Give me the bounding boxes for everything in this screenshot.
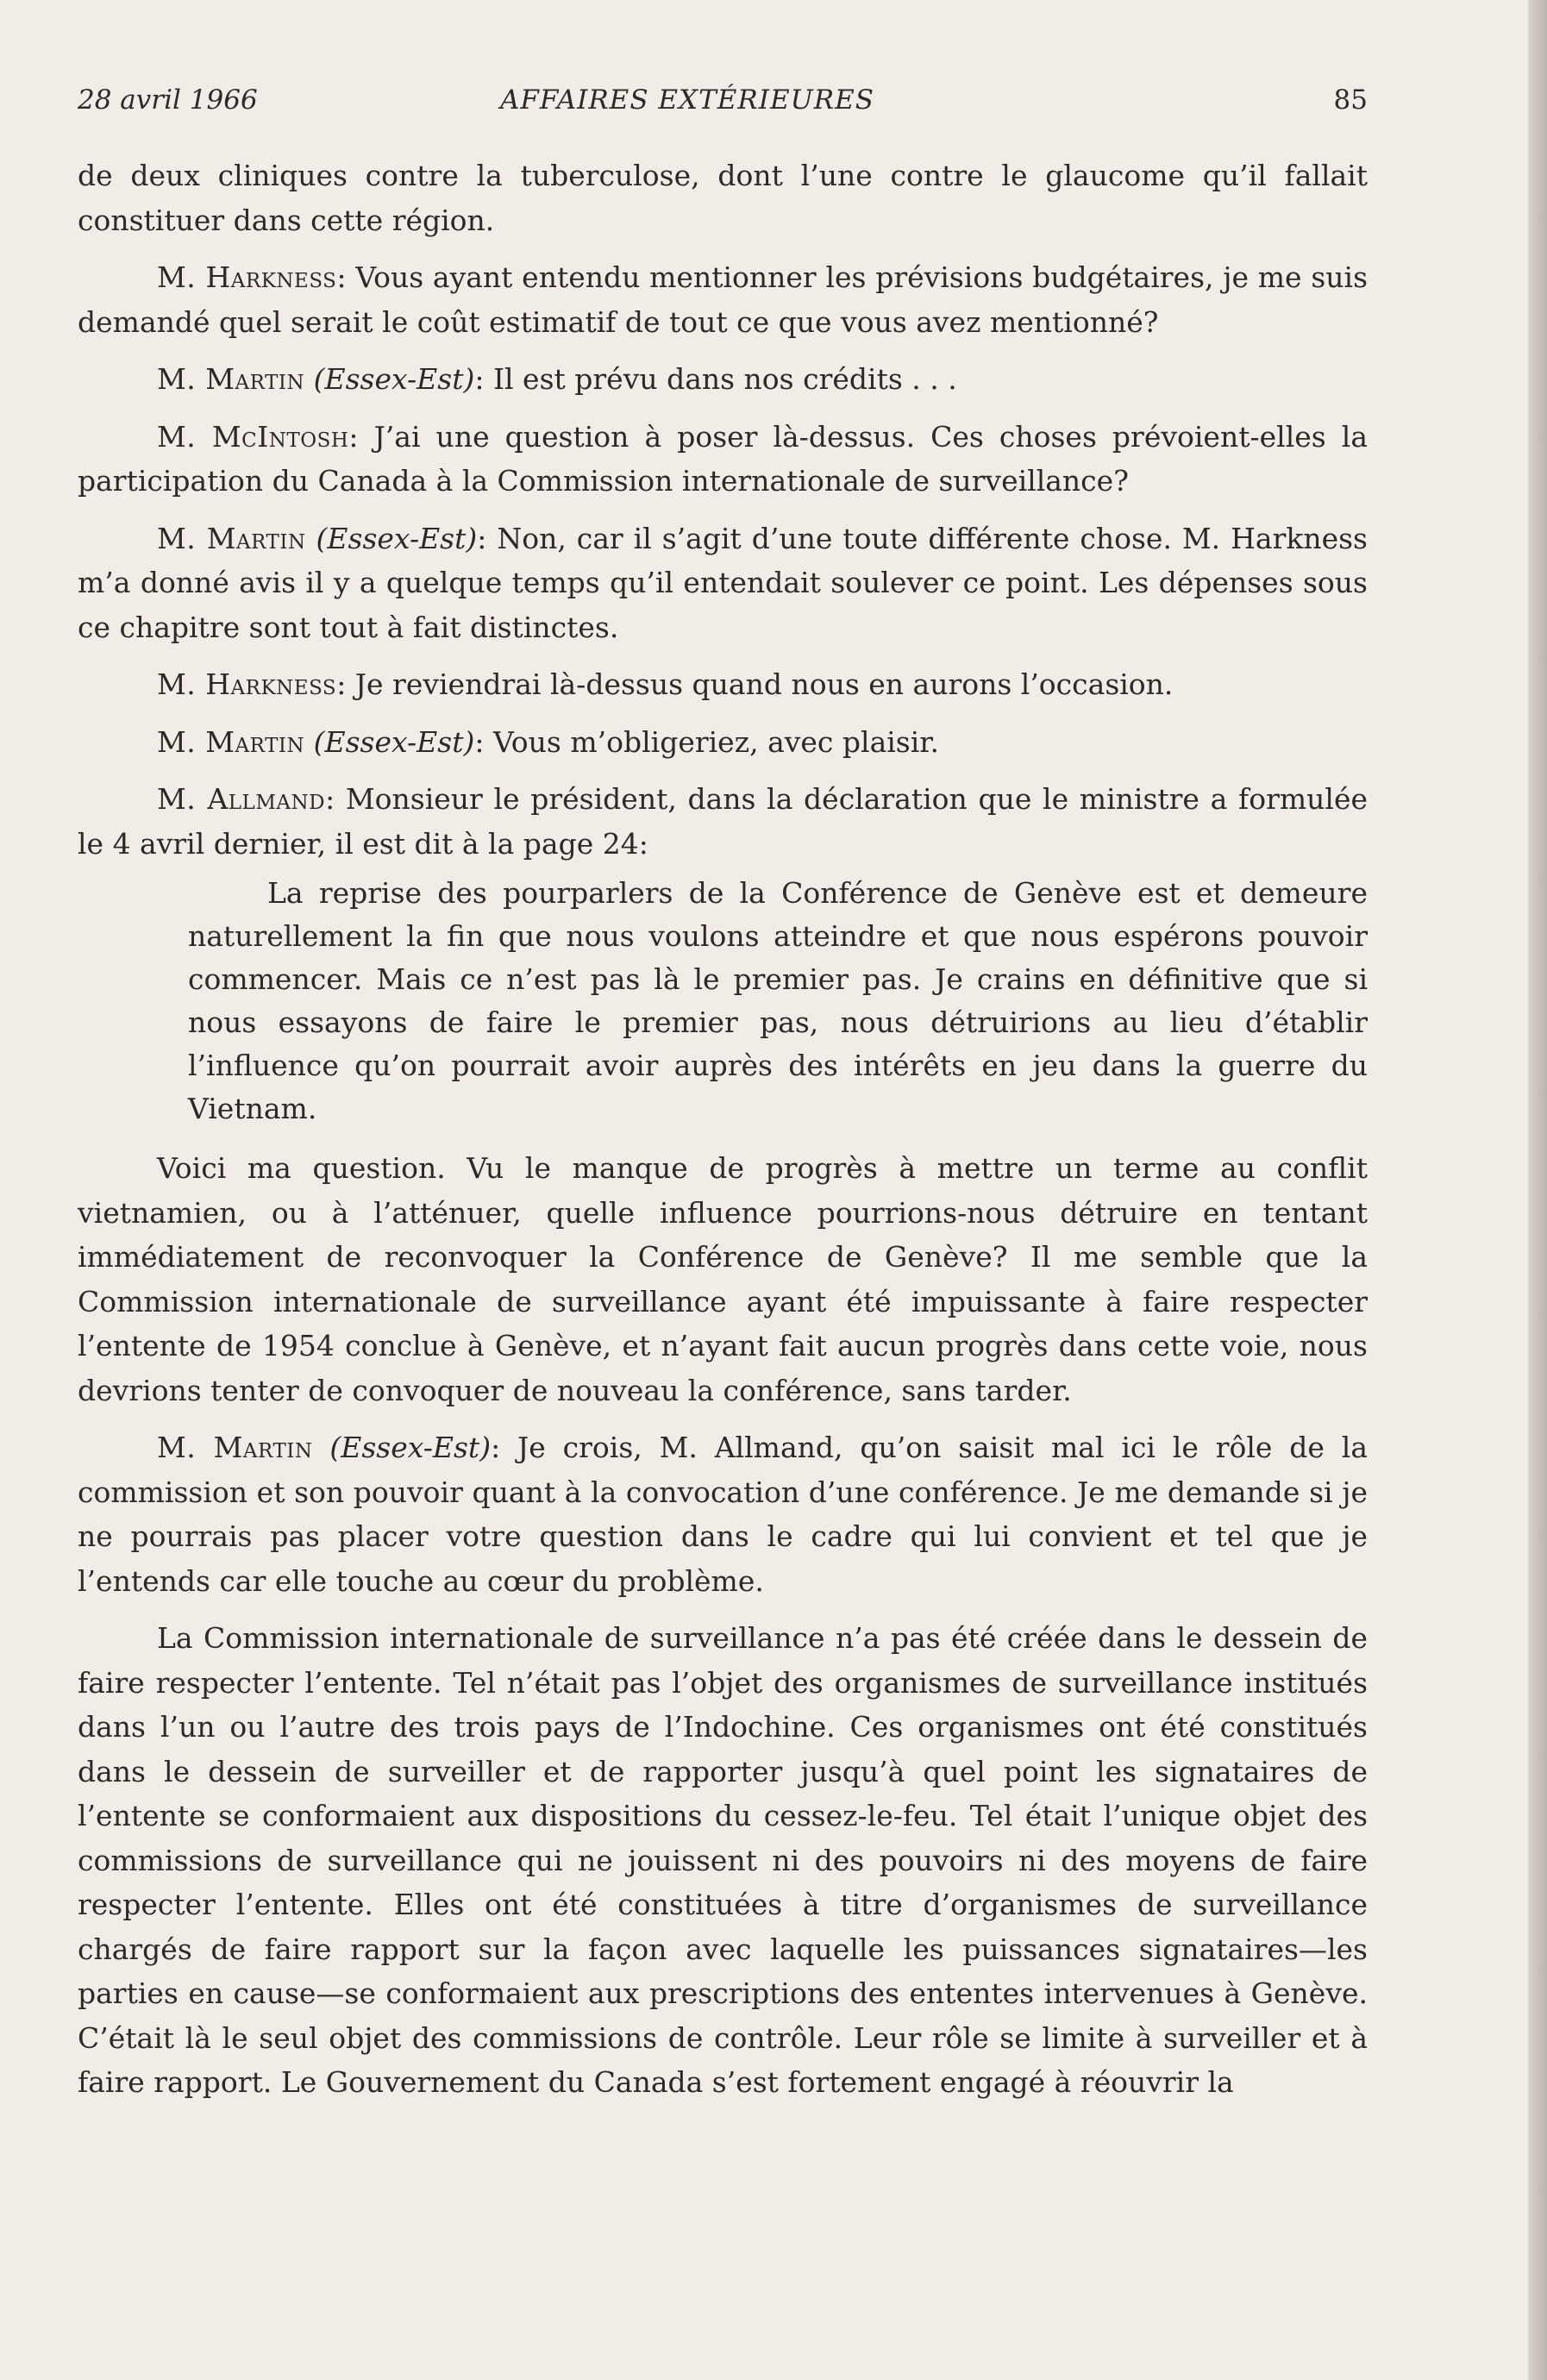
speaker: M. Martin	[157, 362, 305, 396]
speech-martin-1: M. Martin (Essex-Est): Il est prévu dans nos crédits . . .	[157, 362, 957, 396]
block-quote: La reprise des pourparlers de la Conférence de Genève est et demeure naturellement la fin que nous voulons atteindre et que nous espérons pouvoir commencer. Mais ce n’est pas là le premier pas. Je crains en définitive que si nous essayons de faire le premier pas, nous détruirions au lieu d’établir l’influence qu’on pourrait avoir auprès des intérêts en jeu dans la guerre du Vietnam.	[188, 876, 1368, 1125]
speech-martin-4: M. Martin (Essex-Est): Je crois, M. Allmand, qu’on saisit mal ici le rôle de la commission et son pouvoir quant à la convocation d’une conférence. Je me demande si je ne pourrais pas placer votre question dans le cadre qui lui convient et tel que je l’entends car elle touche au cœur du problème.	[78, 1431, 1368, 1598]
paragraph: de deux cliniques contre la tuberculose, dont l’une contre le glaucome qu’il fallait constituer dans cette région.	[78, 159, 1368, 237]
speech-martin-2: M. Martin (Essex-Est): Non, car il s’agit d’une toute différente chose. M. Harkness m’a donné avis il y a quelque temps qu’il entendait soulever ce point. Les dépenses sous ce chapitre sont tout à fait distinctes.	[78, 521, 1368, 644]
header-date: 28 avril 1966	[78, 85, 258, 116]
speaker: M. Harkness	[157, 667, 337, 701]
speech-text: Vous ayant entendu mentionner les prévisions budgétaires, je me suis demandé quel serait le coût estimatif de tout ce que vous avez mentionné?	[78, 260, 1368, 339]
speech-harkness-1: M. Harkness: Vous ayant entendu mentionner les prévisions budgétaires, je me suis demandé quel serait le coût estimatif de tout ce que vous avez mentionné?	[78, 260, 1368, 339]
riding: (Essex-Est)	[329, 1431, 492, 1464]
speech-mcintosh: M. McIntosh: J’ai une question à poser là-dessus. Ces choses prévoient-elles la participation du Canada à la Commission internationale de surveillance?	[78, 419, 1368, 498]
header-title: AFFAIRES EXTÉRIEURES	[500, 85, 874, 116]
speech-text: Non, car il s’agit d’une toute différente chose. M. Harkness m’a donné avis il y a quelque temps qu’il entendait soulever ce point. Les dépenses sous ce chapitre sont tout à fait distinctes.	[78, 521, 1368, 644]
speaker: M. Allmand	[157, 782, 326, 816]
paragraph: Voici ma question. Vu le manque de progrès à mettre un terme au conflit vietnamien, ou à l’atténuer, quelle influence pourrions-nous détruire en tentant immédiatement de reconvoquer la Conférence de Genève? Il me semble que la Commission internationale de surveillance ayant été impuissante à faire respecter l’entente de 1954 conclue à Genève, et n’ayant fait aucun progrès dans cette voie, nous devrions tenter de convoquer de nouveau la conférence, sans tarder.	[78, 1151, 1368, 1407]
speech-text: Il est prévu dans nos crédits . . .	[492, 362, 957, 396]
speech-allmand: M. Allmand: Monsieur le président, dans la déclaration que le ministre a formulée le 4 avril dernier, il est dit à la page 24:	[78, 782, 1368, 861]
speech-text: Vous m’obligeriez, avec plaisir.	[492, 724, 939, 759]
speech-text: J’ai une question à poser là-dessus. Ces choses prévoient-elles la participation du Canada à la Commission internationale de surveillance?	[78, 419, 1368, 498]
speaker: M. Martin	[157, 724, 305, 759]
page-body	[78, 153, 1368, 2118]
speaker: M. Martin	[157, 1431, 313, 1464]
speech-martin-3: M. Martin (Essex-Est): Vous m’obligeriez, avec plaisir.	[157, 724, 939, 759]
riding: (Essex-Est)	[313, 724, 475, 759]
speaker: M. McIntosh	[157, 419, 349, 454]
riding: (Essex-Est)	[313, 362, 475, 396]
paragraph: La Commission internationale de surveillance n’a pas été créée dans le dessein de faire respecter l’entente. Tel n’était pas l’objet des organismes de surveillance institués dans l’un ou l’autre des trois pays de l’Indochine. Ces organismes ont été constitués dans le dessein de surveiller et de rapporter jusqu’à quel point les signataires de l’entente se conformaient aux dispositions du cessez-le-feu. Tel était l’unique objet des commissions de surveillance qui ne jouissent ni des pouvoirs ni des moyens de faire respecter l’entente. Elles ont été constituées à titre d’organismes de surveillance chargés de faire rapport sur la façon avec laquelle les puissances signataires—les parties en cause—se conformaient aux prescriptions des ententes intervenues à Genève. C’était là le seul objet des commissions de contrôle. Leur rôle se limite à surveiller et à faire rapport. Le Gouvernement du Canada s’est fortement engagé à réouvrir la	[78, 1621, 1368, 2099]
speech-text: Je crois, M. Allmand, qu’on saisit mal ici le rôle de la commission et son pouvoir quant à la convocation d’une conférence. Je me demande si je ne pourrais pas placer votre question dans le cadre qui lui convient et tel que je l’entends car elle touche au cœur du problème.	[78, 1431, 1368, 1598]
speech-harkness-2: M. Harkness: Je reviendrai là-dessus quand nous en aurons l’occasion.	[157, 667, 1174, 701]
running-header	[78, 85, 1368, 128]
speech-text: Monsieur le président, dans la déclaration que le ministre a formulée le 4 avril dernier, il est dit à la page 24:	[78, 782, 1368, 861]
speech-text: Je reviendrai là-dessus quand nous en aurons l’occasion.	[354, 667, 1174, 701]
page-edge-shadow	[1528, 0, 1547, 2380]
page-number: 85	[1333, 85, 1368, 116]
speaker: M. Martin	[157, 521, 306, 555]
speaker: M. Harkness	[157, 260, 337, 294]
riding: (Essex-Est)	[316, 521, 478, 555]
